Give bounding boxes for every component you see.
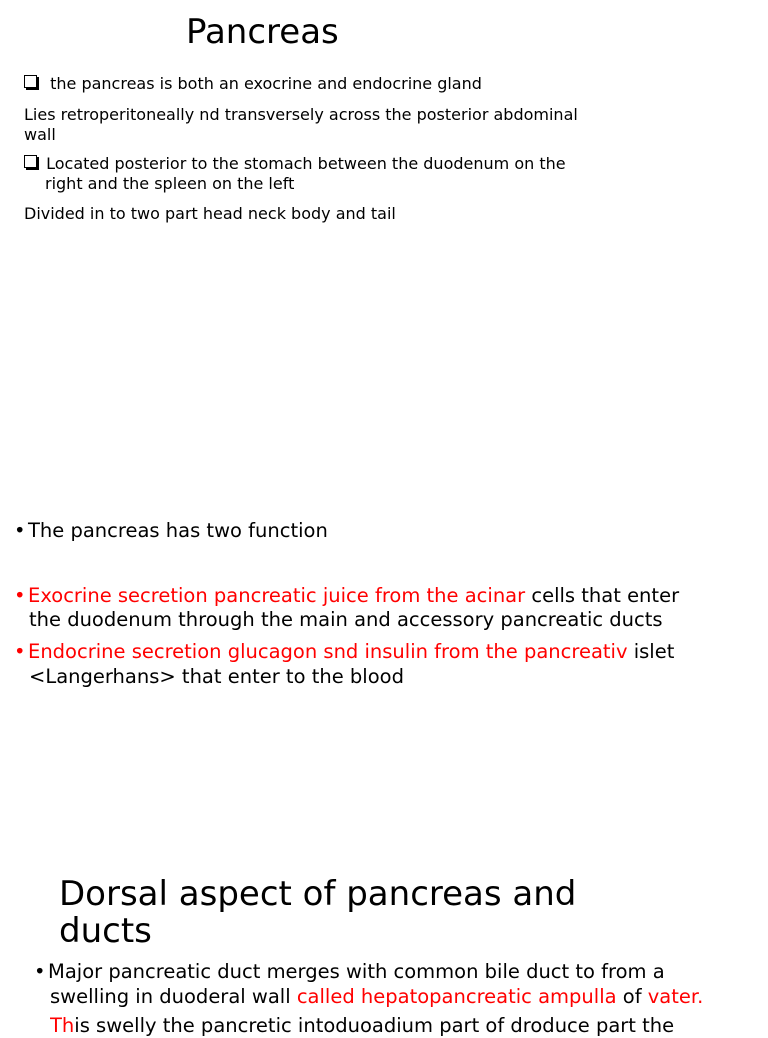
slide1-line3-text: Located posterior to the stomach between the duodenum on the bbox=[46, 154, 566, 173]
slide3-b1-line1-text: Major pancreatic duct merges with common bile duct to from a bbox=[48, 960, 665, 983]
slide1-line-retroperitoneal: Lies retroperitoneally nd transversely across the posterior abdominal bbox=[24, 105, 578, 124]
slide3-b1-l2-red1: called hepatopancreatic ampulla bbox=[296, 985, 617, 1008]
checkbox-bullet-icon bbox=[24, 155, 37, 168]
slide2-bullet-two-function bbox=[14, 519, 328, 543]
slide1-line-retroperitoneal-cont: wall bbox=[24, 125, 56, 144]
slide2-b3-red-text: Endocrine secretion glucagon snd insulin from the pancreativ bbox=[28, 640, 628, 663]
slide3-title bbox=[59, 876, 576, 950]
slide3-title-line1: Dorsal aspect of pancreas and bbox=[59, 874, 577, 914]
slide2-b2-red-text: Exocrine secretion pancreatic juice from the acinar bbox=[28, 584, 526, 607]
slide2-bullet-endocrine bbox=[14, 640, 674, 664]
slide3-b2-cut-red: Th bbox=[50, 1014, 75, 1037]
slide3-title-line2: ducts bbox=[59, 911, 152, 951]
bullet-dot-icon: • bbox=[34, 960, 46, 983]
slide3-cut-off-line bbox=[50, 1014, 768, 1038]
slide2-bullet-endocrine-cont: <Langerhans> that enter to the blood bbox=[29, 665, 404, 688]
slide1-line-divided: Divided in to two part head neck body and tail bbox=[24, 204, 396, 223]
bullet-dot-icon: • bbox=[14, 584, 26, 607]
slide3-b2-cut-black: is swelly the pancretic intoduoadium part of droduce part the bbox=[74, 1014, 675, 1037]
slide2-b1-text: The pancreas has two function bbox=[28, 519, 328, 542]
slide2-bullet-exocrine-cont: the duodenum through the main and accessory pancreatic ducts bbox=[29, 608, 663, 631]
slide1-line1-text: the pancreas is both an exocrine and endocrine gland bbox=[50, 74, 482, 93]
slide1-line-located-cont: right and the spleen on the left bbox=[45, 174, 295, 193]
slide3-b1-l2-black1: swelling in duoderal wall bbox=[50, 985, 297, 1008]
slide1-line-exocrine-endocrine bbox=[24, 74, 482, 94]
slide1-line-located bbox=[24, 154, 566, 174]
slide2-bullet-exocrine bbox=[14, 584, 679, 608]
slide3-b1-l2-black2: of bbox=[616, 985, 648, 1008]
bullet-dot-icon: • bbox=[14, 519, 26, 542]
bullet-dot-icon: • bbox=[14, 640, 26, 663]
slide3-b1-l2-red2: vater. bbox=[647, 985, 704, 1008]
slide2-b2-black-text: cells that enter bbox=[525, 584, 680, 607]
slide3-bullet-major-duct-cont bbox=[50, 985, 703, 1009]
checkbox-bullet-icon bbox=[24, 75, 37, 88]
slide1-title: Pancreas bbox=[186, 12, 339, 52]
slide2-b3-black-text: islet bbox=[627, 640, 675, 663]
slide3-bullet-major-duct bbox=[34, 960, 665, 984]
